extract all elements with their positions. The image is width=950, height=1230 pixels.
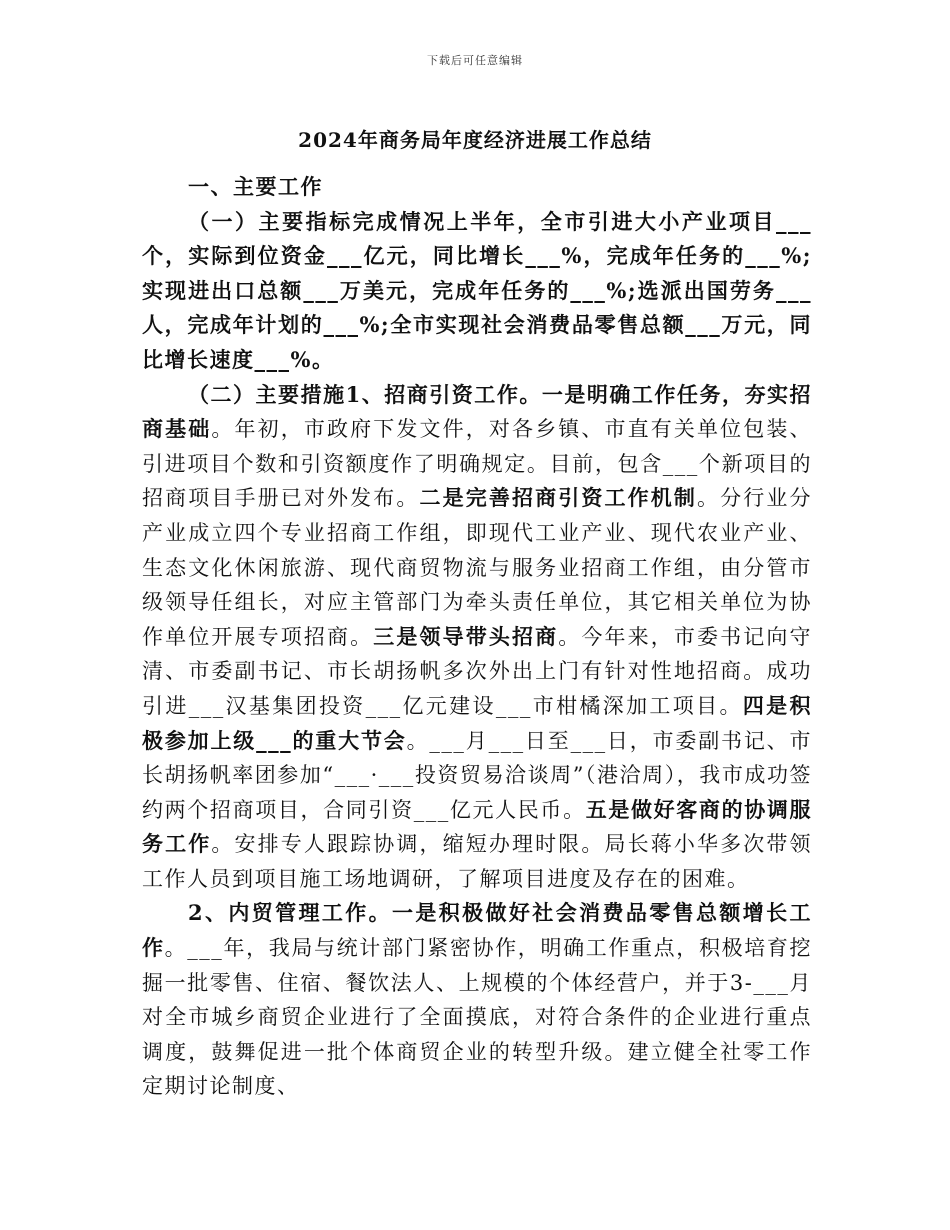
document-body xyxy=(142,170,812,1104)
measures-point-4: 四是积极参加上级___的重大节会 xyxy=(142,692,813,753)
measures-text-4: 。___月___日至___日，市委副书记、市长胡扬帆率团参加“___·___投资贸易洽谈周”（港洽周），我市成功签约两个招商项目，合同引资___亿元人民币。 xyxy=(142,728,813,822)
measures-text-2: 。分行业分产业成立四个专业招商工作组，即现代工业产业、现代农业产业、生态文化休闲旅游、现代商贸物流与服务业招商工作组，由分管市级领导任组长，对应主管部门为牵头责任单位，其它相关单位为协作单位开展专项招商。 xyxy=(142,486,812,649)
document-title: 2024年商务局年度经济进展工作总结 xyxy=(298,128,652,152)
measures-point-3: 三是领导带头招商 xyxy=(373,623,559,649)
measures-point-2: 二是完善招商引资工作机制 xyxy=(419,485,697,511)
measures-point-5: 五是做好客商的协调服务工作 xyxy=(142,796,813,857)
measures-text-5: 。安排专人跟踪协调，缩短办理时限。局长蒋小华多次带领工作人员到项目施工场地调研，了解项目进度及存在的困难。 xyxy=(142,832,812,891)
section-heading-main-work: 一、主要工作 xyxy=(188,174,323,199)
measures-text-3: 。今年来，市委书记向守清、市委副书记、市长胡扬帆多次外出上门有针对性地招商。成功引进___汉基集团投资___亿元建设___市柑橘深加工项目。 xyxy=(142,624,812,718)
paragraph-measures xyxy=(142,378,812,897)
measures-heading: （二）主要措施1、招商引资工作。一是明确工作任务，夯实招商基础 xyxy=(142,381,812,442)
domestic-trade-heading: 2、内贸管理工作。 xyxy=(188,900,393,926)
page-header-note: 下载后可任意编辑 xyxy=(427,54,523,67)
measures-text-1: 。年初，市政府下发文件，对各乡镇、市直有关单位包装、引进项目个数和引资额度作了明确规定。目前，包含___个新项目的招商项目手册已对外发布。 xyxy=(142,417,812,511)
paragraph-indicators: （一）主要指标完成情况上半年，全市引进大小产业项目___个，实际到位资金___亿元，同比增长___%，完成年任务的___%;实现进出口总额___万美元，完成年任务的___%;选派出国劳务___人，完成年计划的___%;全市实现社会消费品零售总额___万元，同比增长速度___%。 xyxy=(142,208,812,372)
domestic-trade-point-1: 一是积极做好社会消费品零售总额增长工作 xyxy=(142,900,812,961)
paragraph-domestic-trade xyxy=(142,896,812,1104)
domestic-trade-text: 。___年，我局与统计部门紧密协作，明确工作重点，积极培育挖掘一批零售、住宿、餐饮法人、上规模的个体经营户，并于3-___月对全市城乡商贸企业进行了全面摸底，对符合条件的企业进行重点调度，鼓舞促进一批个体商贸企业的转型升级。建立健全社零工作定期讨论制度、 xyxy=(142,936,813,1099)
